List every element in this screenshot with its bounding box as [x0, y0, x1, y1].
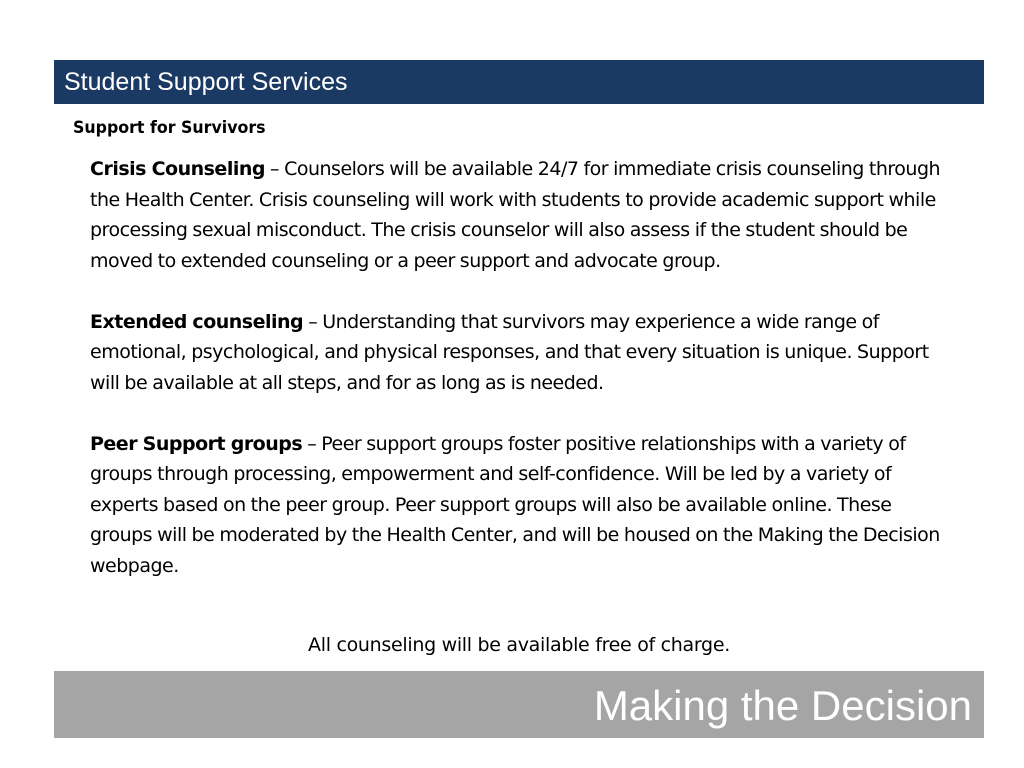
paragraph-crisis-counseling: [90, 154, 948, 276]
term-peer-support-groups: Peer Support groups: [90, 432, 303, 455]
section-heading: Support for Survivors: [73, 118, 266, 138]
description-peer-support-groups: – Peer support groups foster positive relationships with a variety of groups through processing, empowerment and self-confidence. Will be led by a variety of experts based on the peer group. Peer support groups will also be available online. These groups will be moderated by the Health Center, and will be housed on the Making the Decision webpage.: [90, 432, 940, 577]
footer-bar: [54, 671, 984, 738]
description-extended-counseling: – Understanding that survivors may experience a wide range of emotional, psychological, and physical responses, and that every situation is unique. Support will be available at all steps, and for as long as is needed.: [90, 310, 929, 394]
term-crisis-counseling: Crisis Counseling: [90, 158, 265, 180]
footer-title: Making the Decision: [593, 682, 972, 729]
content-body: [90, 154, 948, 581]
header-bar: [54, 60, 984, 104]
description-crisis-counseling: – Counselors will be available 24/7 for immediate crisis counseling through the Health Center. Crisis counseling will work with students to provide academic support while processing sexual misconduct. The crisis counselor will also assess if the student should be moved to extended counseling or a peer support and advocate group.: [90, 158, 941, 272]
paragraph-extended-counseling: [90, 307, 948, 399]
term-extended-counseling: Extended counseling: [90, 310, 304, 333]
footnote: All counseling will be available free of charge.: [308, 634, 730, 656]
header-title: Student Support Services: [64, 68, 348, 96]
paragraph-peer-support-groups: [90, 429, 948, 582]
